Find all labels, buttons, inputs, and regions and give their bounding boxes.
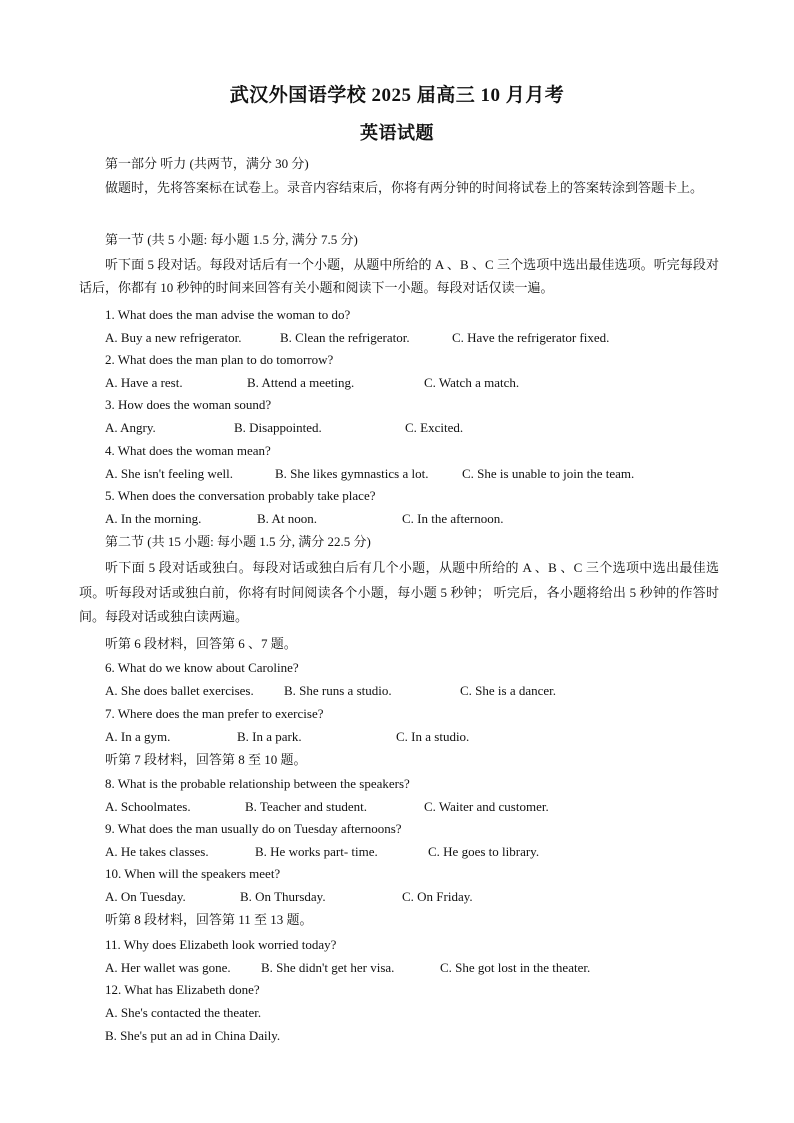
exam-title: 武汉外国语学校 2025 届高三 10 月月考 xyxy=(229,85,565,106)
section1-heading: 第一节 (共 5 小题: 每小题 1.5 分, 满分 7.5 分) xyxy=(105,232,358,247)
q7-option-b: B. In a park. xyxy=(237,729,302,744)
question-5: 5. When does the conversation probably take place? xyxy=(105,488,376,503)
question-3: 3. How does the woman sound? xyxy=(105,397,272,412)
question-9: 9. What does the man usually do on Tuesday afternoons? xyxy=(105,821,402,836)
exam-subtitle: 英语试题 xyxy=(360,123,434,143)
q5-option-c: C. In the afternoon. xyxy=(402,511,504,526)
q8-option-c: C. Waiter and customer. xyxy=(424,799,549,814)
q11-option-b: B. She didn't get her visa. xyxy=(261,960,395,975)
q7-option-a: A. In a gym. xyxy=(105,729,171,744)
q5-option-b: B. At noon. xyxy=(257,511,317,526)
question-1: 1. What does the man advise the woman to do? xyxy=(105,307,351,322)
q11-option-a: A. Her wallet was gone. xyxy=(105,960,231,975)
question-12: 12. What has Elizabeth done? xyxy=(105,982,260,997)
q1-option-a: A. Buy a new refrigerator. xyxy=(105,330,242,345)
q1-option-c: C. Have the refrigerator fixed. xyxy=(452,330,610,345)
q6-option-c: C. She is a dancer. xyxy=(460,683,557,698)
q3-option-b: B. Disappointed. xyxy=(234,420,322,435)
part1-heading: 第一部分 听力 (共两节，满分 30 分) xyxy=(105,156,309,171)
q10-option-c: C. On Friday. xyxy=(402,889,473,904)
q10-option-b: B. On Thursday. xyxy=(240,889,326,904)
q3-option-a: A. Angry. xyxy=(105,420,156,435)
q6-option-b: B. She runs a studio. xyxy=(284,683,392,698)
q12-option-b: B. She's put an ad in China Daily. xyxy=(105,1028,281,1043)
q3-option-c: C. Excited. xyxy=(405,420,464,435)
section2-heading: 第二节 (共 15 小题: 每小题 1.5 分, 满分 22.5 分) xyxy=(105,534,371,549)
q1-option-b: B. Clean the refrigerator. xyxy=(280,330,410,345)
q8-option-a: A. Schoolmates. xyxy=(105,799,191,814)
material-8-note: 听第 8 段材料，回答第 11 至 13 题。 xyxy=(105,912,313,927)
question-10: 10. When will the speakers meet? xyxy=(105,866,281,881)
q4-option-c: C. She is unable to join the team. xyxy=(462,466,635,481)
q9-option-a: A. He takes classes. xyxy=(105,844,209,859)
question-7: 7. Where does the man prefer to exercise? xyxy=(105,706,324,721)
q10-option-a: A. On Tuesday. xyxy=(105,889,186,904)
material-6-note: 听第 6 段材料，回答第 6 、7 题。 xyxy=(105,636,297,651)
q8-option-b: B. Teacher and student. xyxy=(245,799,367,814)
question-4: 4. What does the woman mean? xyxy=(105,443,271,458)
q7-option-c: C. In a studio. xyxy=(396,729,470,744)
question-2: 2. What does the man plan to do tomorrow? xyxy=(105,352,334,367)
q4-option-a: A. She isn't feeling well. xyxy=(105,466,233,481)
question-8: 8. What is the probable relationship between the speakers? xyxy=(105,776,410,791)
q9-option-b: B. He works part- time. xyxy=(255,844,378,859)
q6-option-a: A. She does ballet exercises. xyxy=(105,683,254,698)
section1-instructions: 听下面 5 段对话。每段对话后有一个小题，从题中所给的 A 、B 、C 三个选项中选出最佳选项。听完每段对话后，你都有 10 秒钟的时间来回答有关小题和阅读下一小题。每段对话仅读一遍。 xyxy=(79,257,719,295)
q12-option-a: A. She's contacted the theater. xyxy=(105,1005,262,1020)
q2-option-a: A. Have a rest. xyxy=(105,375,183,390)
question-6: 6. What do we know about Caroline? xyxy=(105,660,299,675)
q5-option-a: A. In the morning. xyxy=(105,511,202,526)
part1-instructions: 做题时，先将答案标在试卷上。录音内容结束后，你将有两分钟的时间将试卷上的答案转涂到答题卡上。 xyxy=(105,180,704,195)
section2-instructions: 听下面 5 段对话或独白。每段对话或独白后有几个小题，从题中所给的 A 、B 、C 三个选项中选出最佳选项。听每段对话或独白前，你将有时间阅读各个小题，每小题 5 秒钟； 听完后，各小题将给出 5 秒钟的作答时间。每段对话或独白读两遍。 xyxy=(79,560,719,624)
q4-option-b: B. She likes gymnastics a lot. xyxy=(275,466,429,481)
q11-option-c: C. She got lost in the theater. xyxy=(440,960,591,975)
q2-option-c: C. Watch a match. xyxy=(424,375,520,390)
q9-option-c: C. He goes to library. xyxy=(428,844,540,859)
material-7-note: 听第 7 段材料，回答第 8 至 10 题。 xyxy=(105,752,307,767)
q2-option-b: B. Attend a meeting. xyxy=(247,375,355,390)
question-11: 11. Why does Elizabeth look worried today? xyxy=(105,937,337,952)
